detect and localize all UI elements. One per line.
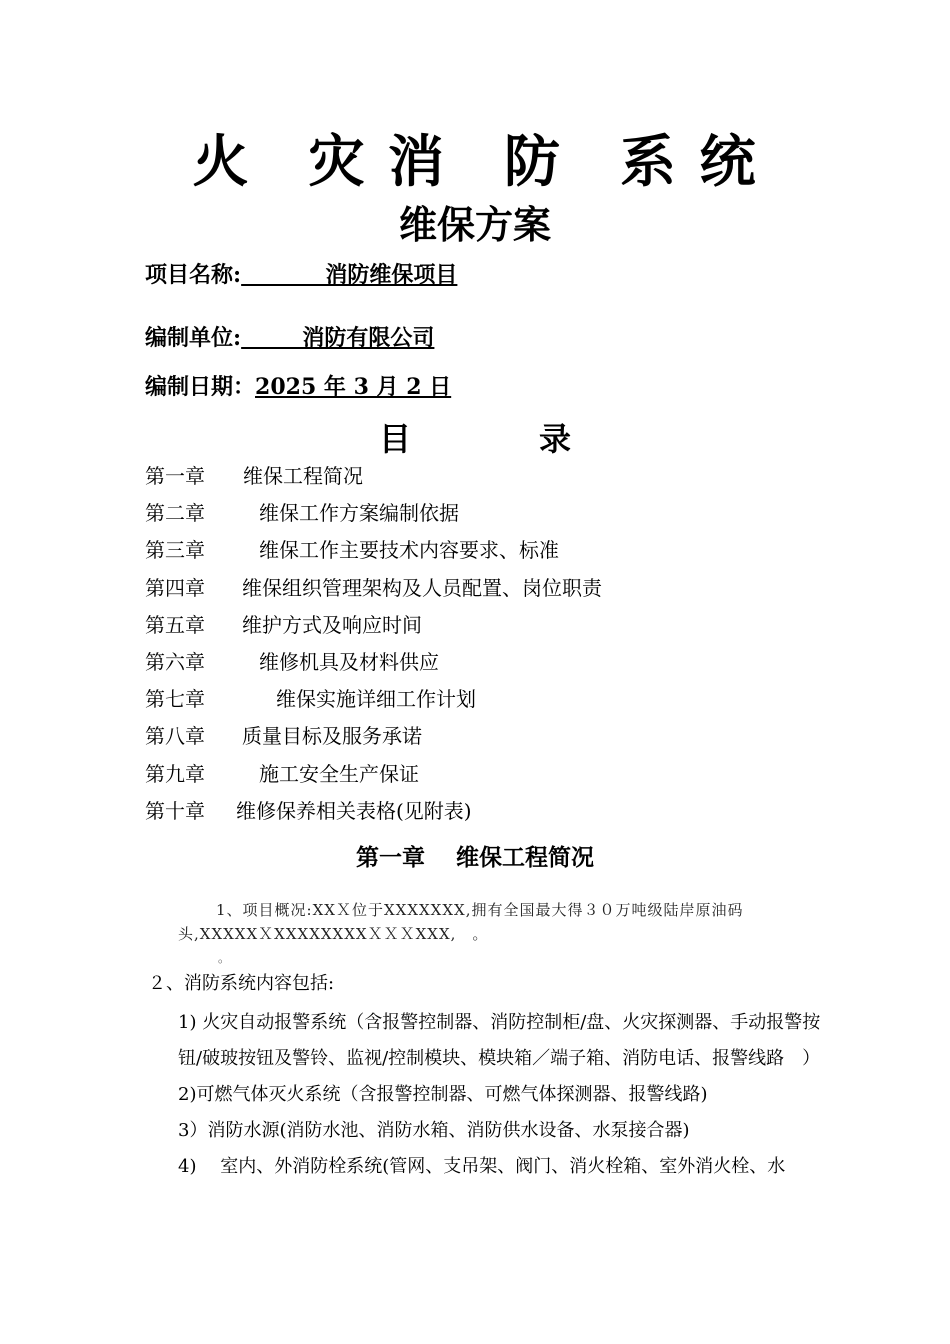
toc-item <box>145 756 602 793</box>
toc-item <box>145 532 602 569</box>
scope-item: 4) 室内、外消防栓系统(管网、支吊架、阀门、消火栓箱、室外消火栓、水 <box>178 1156 786 1177</box>
toc-chapter: 第三章 <box>145 538 205 563</box>
compile-date-label: 编制日期： <box>145 374 256 400</box>
toc-chapter: 第一章 <box>145 464 205 488</box>
toc-heading: 目 录 <box>378 420 571 458</box>
toc-title: 维护方式及响应时间 <box>242 612 422 637</box>
project-name-value: 消防维保项目 <box>241 262 458 288</box>
toc-chapter: 第五章 <box>145 612 205 637</box>
scope-title: ２、消防系统内容包括: <box>148 973 335 994</box>
project-name-row <box>145 260 457 290</box>
toc-chapter: 第八章 <box>145 724 205 749</box>
project-name-label: 项目名称: <box>145 262 242 288</box>
scope-list <box>178 1005 828 1185</box>
toc-item <box>145 458 602 495</box>
toc-item <box>145 607 602 644</box>
toc-title: 维修保养相关表格(见附表) <box>236 798 472 823</box>
toc-title: 质量目标及服务承诺 <box>242 724 422 749</box>
document-subtitle: 维保方案 <box>398 202 551 247</box>
scope-item: 3）消防水源(消防水池、消防水箱、消防供水设备、水泵接合器) <box>178 1120 690 1141</box>
toc-item <box>145 681 602 718</box>
document-title: 火 灾 消 防 系 统 <box>192 129 758 195</box>
overview-line: 头,XXXXXＸXXXXXXXXＸＸＸXXX, 。 <box>178 925 489 943</box>
toc-item <box>145 570 602 607</box>
toc-title: 维保工作方案编制依据 <box>259 501 459 526</box>
toc-title: 维保实施详细工作计划 <box>276 687 476 712</box>
toc-title: 施工安全生产保证 <box>259 761 419 786</box>
toc-chapter: 第十章 <box>145 798 205 823</box>
compile-unit-label: 编制单位: <box>145 325 242 351</box>
toc-title: 维保工程简况 <box>243 464 363 488</box>
overview-mark: 。 <box>218 951 232 965</box>
toc-title: 维保组织管理架构及人员配置、岗位职责 <box>242 575 602 600</box>
project-overview <box>178 898 828 965</box>
toc-item <box>145 644 602 681</box>
toc-title: 维保工作主要技术内容要求、标准 <box>259 538 559 563</box>
toc-item <box>145 793 602 830</box>
toc-chapter: 第四章 <box>145 575 205 600</box>
overview-line: 1、项目概况:XXＸ位于XXXXXXX,拥有全国最大得３０万吨级陆岸原油码 <box>216 901 744 919</box>
toc-title: 维修机具及材料供应 <box>259 649 439 674</box>
toc-chapter: 第二章 <box>145 501 205 526</box>
toc-chapter: 第六章 <box>145 649 205 674</box>
toc-chapter: 第九章 <box>145 761 205 786</box>
toc-item <box>145 718 602 755</box>
scope-item: 1) 火灾自动报警系统（含报警控制器、消防控制柜/盘、火灾探测器、手动报警按钮/破玻按钮及警铃、监视/控制模块、模块箱／端子箱、消防电话、报警线路 ） <box>178 1012 821 1069</box>
chapter-heading: 第一章 维保工程简况 <box>355 844 594 871</box>
compile-unit-value: 消防有限公司 <box>241 325 435 351</box>
scope-item: 2)可燃气体灭火系统（含报警控制器、可燃气体探测器、报警线路) <box>178 1084 708 1105</box>
toc-list <box>145 458 602 830</box>
toc-chapter: 第七章 <box>145 687 205 712</box>
compile-date-value: 2025 年 3 月 2 日 <box>255 374 452 400</box>
toc-item <box>145 495 602 532</box>
compile-unit-row <box>145 323 434 353</box>
compile-date-row <box>145 372 451 402</box>
